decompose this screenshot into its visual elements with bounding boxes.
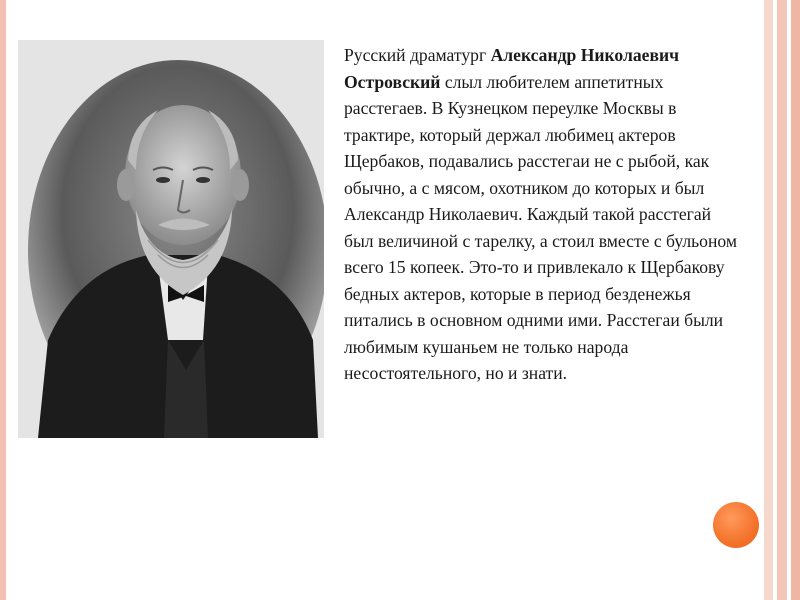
text-intro: Русский драматург [344, 45, 491, 65]
text-body: слыл любителем аппетитных расстегаев. В Кузнецком переулке Москвы в трактире, который держал любимец актеров Щербаков, подавались расстегаи не с рыбой, как обычно, а с мясом, охотником до которых и был Александр Николаевич. Каждый такой расстегай был величиной с тарелку, а стоил вместе с бульоном всего 15 копеек. Это-то и привлекало к Щербакову бедных актеров, которые в период безденежья питались в основном одними ими. Расстегаи были любимым кушаньем не только народа несостоятельного, но и знати. [344, 71, 737, 383]
orange-circle-icon [713, 502, 759, 548]
right-border-stripe-1 [764, 0, 773, 600]
playwright-name: Александр Николаевич Островский [344, 45, 680, 92]
portrait-image [18, 40, 324, 438]
left-border-stripe [0, 0, 6, 600]
slide-body-text [344, 42, 744, 387]
right-border-stripe-3 [791, 0, 800, 600]
right-border-stripe-2 [777, 0, 787, 600]
